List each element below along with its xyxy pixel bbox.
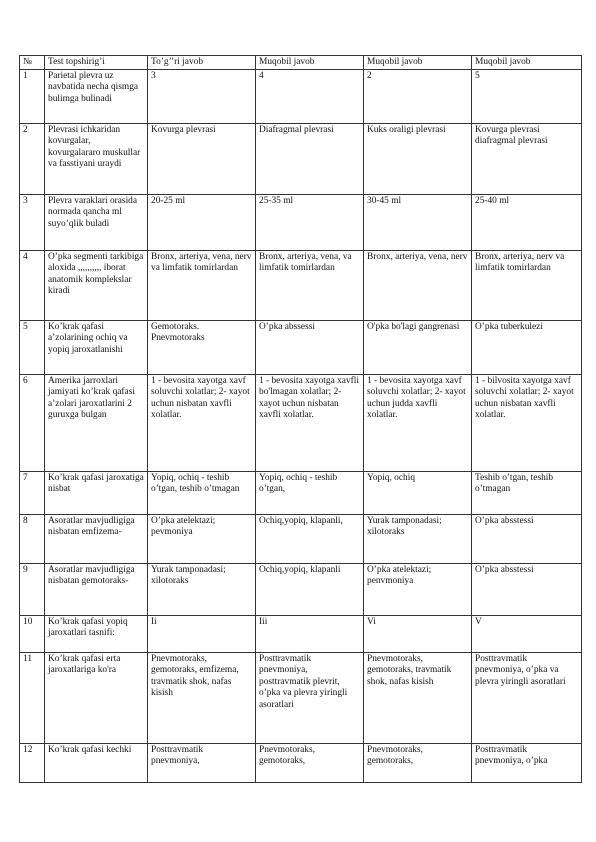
cell-col-alt-answer-3: Posttravmatik pnevmoniya, o’pka va plevra yiringli asoratlari bbox=[472, 652, 582, 743]
cell-col-correct-answer: O’pka atelektazi; pevmoniya bbox=[148, 514, 256, 563]
table-row bbox=[20, 123, 582, 194]
cell-col-alt-answer-1: Iii bbox=[256, 615, 364, 652]
cell-col-alt-answer-3: Kovurga plevrasi diafragmal plevrasi bbox=[472, 123, 582, 194]
header-col-alt-answer-1: Muqobil javob bbox=[256, 56, 364, 70]
table-row bbox=[20, 743, 582, 782]
cell-col-number: 12 bbox=[20, 743, 45, 782]
cell-col-alt-answer-2: Vi bbox=[364, 615, 472, 652]
cell-col-alt-answer-2: Kuks oraligi plevrasi bbox=[364, 123, 472, 194]
cell-col-question: Asoratlar mavjudligiga nisbatan emfizema- bbox=[45, 514, 148, 563]
cell-col-correct-answer: Posttravmatik pnevmoniya, bbox=[148, 743, 256, 782]
cell-col-alt-answer-1: 1 - bevosita xayotga xavfli bo'lmagan xolatlar; 2- xayot uchun nisbatan xavfli xolatlar. bbox=[256, 374, 364, 471]
header-col-alt-answer-2: Muqobil javob bbox=[364, 56, 472, 70]
table-row bbox=[20, 320, 582, 374]
cell-col-alt-answer-3: V bbox=[472, 615, 582, 652]
cell-col-number: 4 bbox=[20, 250, 45, 320]
cell-col-alt-answer-1: 25-35 ml bbox=[256, 194, 364, 250]
table-row bbox=[20, 652, 582, 743]
test-question-table bbox=[19, 55, 582, 783]
cell-col-number: 1 bbox=[20, 69, 45, 123]
cell-col-correct-answer: Yurak tamponadasi; xilotoraks bbox=[148, 563, 256, 615]
cell-col-correct-answer: Gemotoraks. Pnevmotoraks bbox=[148, 320, 256, 374]
cell-col-question: Ko’krak qafasi erta jaroxatlariga ko'ra bbox=[45, 652, 148, 743]
header-col-question: Test topshirig’i bbox=[45, 56, 148, 70]
cell-col-alt-answer-1: Ochiq,yopiq, klapanli bbox=[256, 563, 364, 615]
cell-col-correct-answer: 3 bbox=[148, 69, 256, 123]
cell-col-question: Ko’krak qafasi jaroxatiga nisbat bbox=[45, 471, 148, 514]
cell-col-alt-answer-3: O’pka absstessi bbox=[472, 563, 582, 615]
cell-col-question: O’pka segmenti tarkibiga aloxida ,,,,,,,,,, iborat anatomik komplekslar kiradi bbox=[45, 250, 148, 320]
table-row bbox=[20, 374, 582, 471]
cell-col-question: Ko’krak qafasi a’zolarining ochiq va yopiq jaroxatlanishi bbox=[45, 320, 148, 374]
cell-col-alt-answer-2: 30-45 ml bbox=[364, 194, 472, 250]
cell-col-alt-answer-2: Yopiq, ochiq bbox=[364, 471, 472, 514]
cell-col-correct-answer: 1 - bevosita xayotga xavf soluvchi xolatlar; 2- xayot uchun nisbatan xavfli xolatlar. bbox=[148, 374, 256, 471]
cell-col-correct-answer: 20-25 ml bbox=[148, 194, 256, 250]
header-col-alt-answer-3: Muqobil javob bbox=[472, 56, 582, 70]
cell-col-question: Amerika jarroxlari jamiyati ko’krak qafasi a’zolari jaroxatlarini 2 guruxga bulgan bbox=[45, 374, 148, 471]
cell-col-number: 11 bbox=[20, 652, 45, 743]
cell-col-alt-answer-1: Yopiq, ochiq - teshib o’tgan, bbox=[256, 471, 364, 514]
cell-col-number: 6 bbox=[20, 374, 45, 471]
cell-col-alt-answer-3: 1 - bilvosita xayotga xavf soluvchi xolatlar; 2- xayot uchun nisbatan xavfli xolatlar. bbox=[472, 374, 582, 471]
cell-col-alt-answer-3: Posttravmatik pnevmoniya, o’pka bbox=[472, 743, 582, 782]
cell-col-correct-answer: Yopiq, ochiq - teshib o’tgan, teshib o’tmagan bbox=[148, 471, 256, 514]
cell-col-number: 9 bbox=[20, 563, 45, 615]
table-header-row bbox=[20, 56, 582, 70]
header-col-number: № bbox=[20, 56, 45, 70]
cell-col-correct-answer: Bronx, arteriya, vena, nerv va limfatik tomirlardan bbox=[148, 250, 256, 320]
cell-col-question: Parietal plevra uz navbatida necha qismga bulimga bulinadi bbox=[45, 69, 148, 123]
cell-col-alt-answer-2: Yurak tamponadasi; xilotoraks bbox=[364, 514, 472, 563]
cell-col-correct-answer: Kovurga plevrasi bbox=[148, 123, 256, 194]
cell-col-alt-answer-3: O’pka tuberkulezi bbox=[472, 320, 582, 374]
cell-col-number: 3 bbox=[20, 194, 45, 250]
cell-col-number: 7 bbox=[20, 471, 45, 514]
cell-col-alt-answer-1: Bronx, arteriya, vena, va limfatik tomirlardan bbox=[256, 250, 364, 320]
cell-col-question: Ko’krak qafasi yopiq jaroxatlari tasnifi: bbox=[45, 615, 148, 652]
cell-col-alt-answer-2: 2 bbox=[364, 69, 472, 123]
header-col-correct-answer: To’g’’ri javob bbox=[148, 56, 256, 70]
cell-col-alt-answer-3: Teshib o’tgan, teshib o’tmagan bbox=[472, 471, 582, 514]
table-row bbox=[20, 194, 582, 250]
cell-col-question: Plevrasi ichkaridan kovurgalar, kovurgalararo muskullar va fasstiyani uraydi bbox=[45, 123, 148, 194]
cell-col-alt-answer-2: O'pka bo'lagi gangrenasi bbox=[364, 320, 472, 374]
cell-col-alt-answer-3: 5 bbox=[472, 69, 582, 123]
table-body bbox=[20, 69, 582, 782]
table-row bbox=[20, 250, 582, 320]
table-row bbox=[20, 563, 582, 615]
cell-col-alt-answer-3: Bronx, arteriya, nerv va limfatik tomirlardan bbox=[472, 250, 582, 320]
table-row bbox=[20, 514, 582, 563]
cell-col-alt-answer-1: Posttravmatik pnevmoniya, posttravmatik plevrit, o’pka va plevra yiringli asoratlari bbox=[256, 652, 364, 743]
cell-col-alt-answer-2: 1 - bevosita xayotga xavf soluvchi xolatlar; 2- xayot uchun judda xavfli xolatlar. bbox=[364, 374, 472, 471]
cell-col-number: 5 bbox=[20, 320, 45, 374]
cell-col-alt-answer-3: O’pka absstessi bbox=[472, 514, 582, 563]
cell-col-alt-answer-2: O’pka atelektazi; penvmoniya bbox=[364, 563, 472, 615]
table-row bbox=[20, 69, 582, 123]
cell-col-number: 2 bbox=[20, 123, 45, 194]
cell-col-alt-answer-1: 4 bbox=[256, 69, 364, 123]
table-row bbox=[20, 615, 582, 652]
cell-col-alt-answer-1: O’pka abssessi bbox=[256, 320, 364, 374]
cell-col-question: Plevra varaklari orasida normada qancha ml suyo’qlik buladi bbox=[45, 194, 148, 250]
cell-col-alt-answer-2: Bronx, arteriya, vena, nerv bbox=[364, 250, 472, 320]
cell-col-number: 10 bbox=[20, 615, 45, 652]
cell-col-alt-answer-2: Pnevmotoraks, gemotoraks, travmatik shok, nafas kisish bbox=[364, 652, 472, 743]
cell-col-alt-answer-1: Diafragmal plevrasi bbox=[256, 123, 364, 194]
cell-col-alt-answer-3: 25-40 ml bbox=[472, 194, 582, 250]
cell-col-alt-answer-2: Pnevmotoraks, gemotoraks, bbox=[364, 743, 472, 782]
cell-col-alt-answer-1: Pnevmotoraks, gemotoraks, bbox=[256, 743, 364, 782]
cell-col-correct-answer: Pnevmotoraks, gemotoraks, emfizema, travmatik shok, nafas kisish bbox=[148, 652, 256, 743]
table-row bbox=[20, 471, 582, 514]
cell-col-correct-answer: Ii bbox=[148, 615, 256, 652]
cell-col-question: Asoratlar mavjudligiga nisbatan gemotoraks- bbox=[45, 563, 148, 615]
cell-col-alt-answer-1: Ochiq,yopiq, klapanli, bbox=[256, 514, 364, 563]
cell-col-question: Ko’krak qafasi kechki bbox=[45, 743, 148, 782]
cell-col-number: 8 bbox=[20, 514, 45, 563]
